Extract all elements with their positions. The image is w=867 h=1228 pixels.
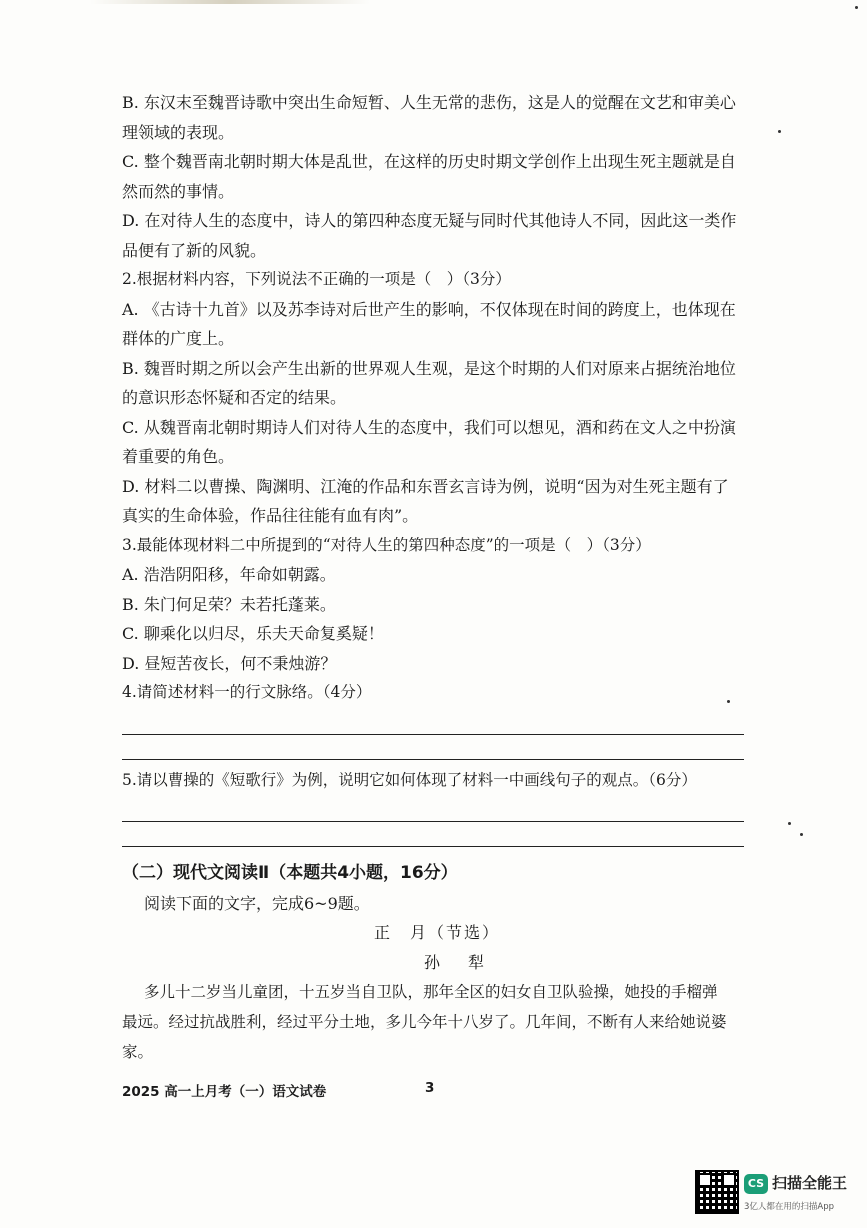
qr-code-icon: [695, 1170, 739, 1214]
scanner-tagline: 3亿人都在用的扫描App: [744, 1202, 835, 1212]
q2-option-a-line1: A. 《古诗十九首》以及苏李诗对后世产生的影响，不仅体现在时间的跨度上，也体现在: [122, 299, 736, 319]
q3-option-a: A. 浩浩阴阳移，年命如朝露。: [122, 565, 336, 584]
q2-option-b-line2: 的意识形态怀疑和否定的结果。: [122, 388, 347, 407]
q2-option-b-line1: B. 魏晋时期之所以会产生出新的世界观人生观，是这个时期的人们对原来占据统治地位: [122, 358, 736, 378]
q1-option-c-line1: C. 整个魏晋南北朝时期大体是乱世，在这样的历史时期文学创作上出现生死主题就是自: [122, 152, 736, 171]
scanner-brand-name: 扫描全能王: [772, 1174, 848, 1192]
q4-answer-line-2[interactable]: [122, 735, 744, 760]
section-2-instruction: 阅读下面的文字，完成6~9题。: [144, 893, 370, 913]
q4-stem: 4.请简述材料一的行文脉络。（4分）: [122, 683, 372, 701]
q2-option-d-line2: 真实的生命体验，作品往往能有血有肉”。: [122, 506, 419, 525]
q3-option-d: D. 昼短苦夜长，何不秉烛游？: [122, 653, 337, 673]
scan-speck: [788, 822, 791, 825]
q1-option-c-line2: 然而然的事情。: [122, 181, 235, 201]
q1-option-b-line1: B. 东汉末至魏晋诗歌中突出生命短暂、人生无常的悲伤，这是人的觉醒在文艺和审美心: [122, 93, 736, 112]
q2-option-c-line2: 着重要的角色。: [122, 447, 235, 466]
passage-title: 正 月（节选）: [373, 923, 500, 942]
passage-line-1: 多儿十二岁当儿童团，十五岁当自卫队，那年全区的妇女自卫队验操，她投的手榴弹: [144, 983, 718, 1001]
q3-stem: 3.最能体现材料二中所提到的“对待人生的第四种态度”的一项是（ ）（3分）: [122, 535, 651, 554]
passage-line-2: 最远。经过抗战胜利，经过平分土地，多儿今年十八岁了。几年间，不断有人来给她说婆: [122, 1013, 727, 1031]
q3-option-b: B. 朱门何足荣？未若托蓬莱。: [122, 594, 336, 614]
page-number: 3: [425, 1080, 435, 1096]
q1-option-d-line1: D. 在对待人生的态度中，诗人的第四种态度无疑与同时代其他诗人不同，因此这一类作: [122, 211, 737, 230]
q5-answer-line-2[interactable]: [122, 822, 744, 847]
scan-edge-smudge: [90, 0, 370, 4]
q5-answer-line-1[interactable]: [122, 797, 744, 822]
q2-option-a-line2: 群体的广度上。: [122, 329, 235, 348]
q2-option-d-line1: D. 材料二以曹操、陶渊明、江淹的作品和东晋玄言诗为例，说明“因为对生死主题有了: [122, 476, 729, 496]
q1-option-d-line2: 品便有了新的风貌。: [122, 240, 267, 260]
passage-author: 孙 犁: [423, 952, 490, 972]
camscanner-logo-icon: CS: [744, 1174, 768, 1194]
exam-footer-title: 2025 高一上月考（一）语文试卷: [122, 1084, 327, 1100]
section-2-heading: （二）现代文阅读Ⅱ（本题共4小题，16分）: [122, 863, 458, 883]
scan-speck: [778, 130, 781, 133]
q2-stem: 2.根据材料内容，下列说法不正确的一项是（ ）（3分）: [122, 270, 511, 288]
q2-option-c-line1: C. 从魏晋南北朝时期诗人们对待人生的态度中，我们可以想见，酒和药在文人之中扮演: [122, 417, 736, 437]
q1-option-b-line2: 理领域的表现。: [122, 122, 235, 142]
exam-page-body: [122, 88, 752, 1067]
q4-answer-line-1[interactable]: [122, 710, 744, 735]
passage-line-3: 家。: [122, 1043, 154, 1061]
scan-speck: [800, 833, 803, 836]
scan-speck: [727, 700, 730, 703]
q3-option-c: C. 聊乘化以归尽，乐夫天命复奚疑！: [122, 624, 384, 643]
q5-stem: 5.请以曹操的《短歌行》为例，说明它如何体现了材料一中画线句子的观点。（6分）: [122, 770, 697, 789]
scan-speck: [855, 6, 858, 9]
